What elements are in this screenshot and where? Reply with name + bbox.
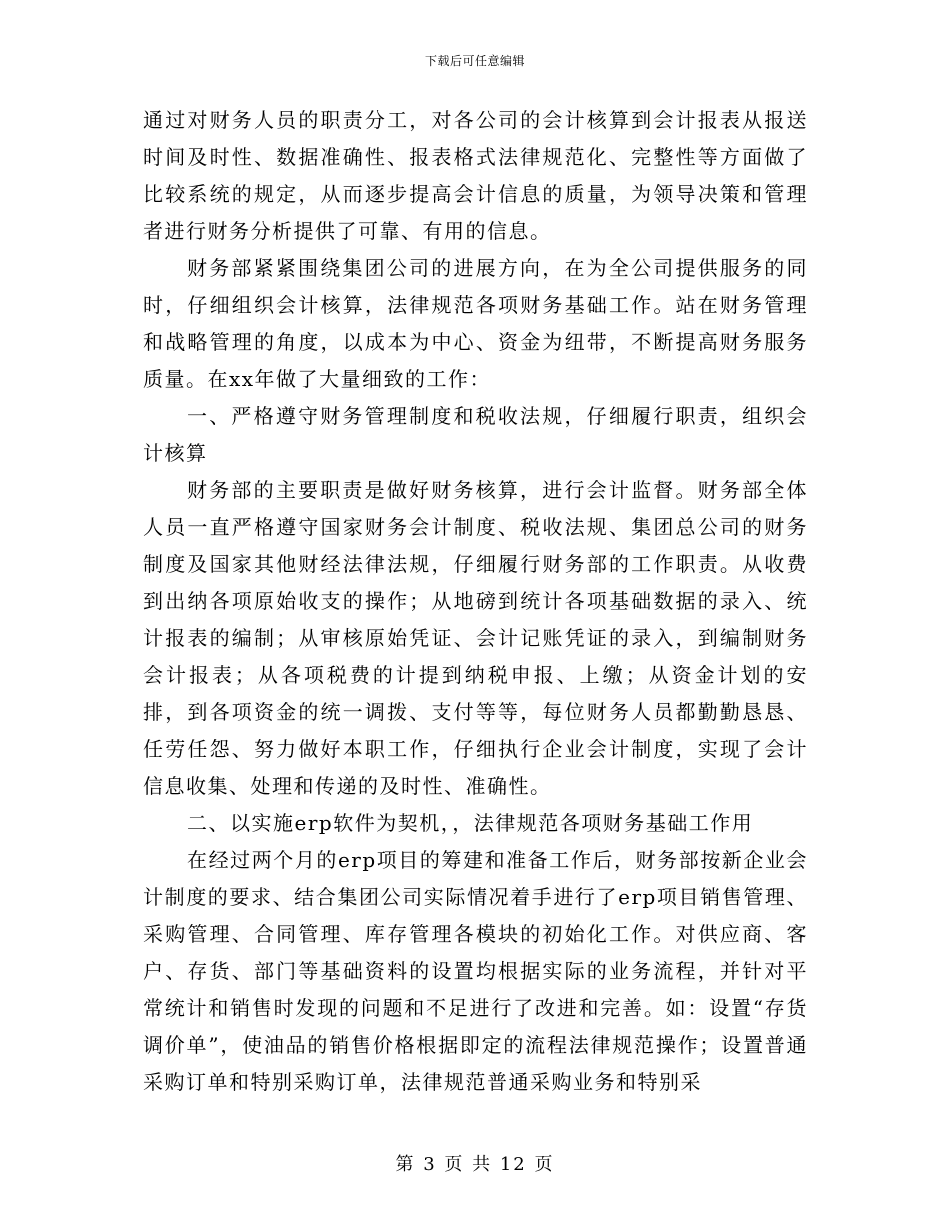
paragraph-1: 通过对财务人员的职责分工，对各公司的会计核算到会计报表从报送时间及时性、数据准确性、报表格式法律规范化、完整性等方面做了比较系统的规定，从而逐步提高会计信息的质量，为领导决策和管理者进行财务分析提供了可靠、有用的信息。 — [143, 108, 808, 243]
section-heading-1: 一、严格遵守财务管理制度和税收法规，仔细履行职责，组织会计核算 — [143, 404, 808, 465]
paragraph-3: 财务部的主要职责是做好财务核算，进行会计监督。财务部全体人员一直严格遵守国家财务会计制度、税收法规、集团总公司的财务制度及国家其他财经法律法规，仔细履行财务部的工作职责。从收费到出纳各项原始收支的操作；从地磅到统计各项基础数据的录入、统计报表的编制；从审核原始凭证、会计记账凭证的录入，到编制财务会计报表；从各项税费的计提到纳税申报、上缴；从资金计划的安排，到各项资金的统一调拨、支付等等，每位财务人员都勤勤恳恳、任劳任怨、努力做好本职工作，仔细执行企业会计制度，实现了会计信息收集、处理和传递的及时性、准确性。 — [143, 478, 808, 798]
section-heading-2: 二、以实施erp软件为契机，，法律规范各项财务基础工作用 — [187, 811, 754, 835]
page-header: 下载后可任意编辑 — [424, 54, 525, 68]
page-number-footer: 第 3 页 共 12 页 — [395, 1154, 555, 1175]
paragraph-2: 财务部紧紧围绕集团公司的进展方向，在为全公司提供服务的同时，仔细组织会计核算，法律规范各项财务基础工作。站在财务管理和战略管理的角度，以成本为中心、资金为纽带，不断提高财务服务质量。在xx年做了大量细致的工作： — [143, 256, 808, 391]
paragraph-4: 在经过两个月的erp项目的筹建和准备工作后，财务部按新企业会计制度的要求、结合集团公司实际情况着手进行了erp项目销售管理、采购管理、合同管理、库存管理各模块的初始化工作。对供应商、客户、存货、部门等基础资料的设置均根据实际的业务流程，并针对平常统计和销售时发现的问题和不足进行了改进和完善。如：设置“存货调价单”，使油品的销售价格根据即定的流程法律规范操作；设置普通采购订单和特别采购订单，法律规范普通采购业务和特别采 — [143, 848, 808, 1094]
document-body — [143, 102, 808, 1101]
